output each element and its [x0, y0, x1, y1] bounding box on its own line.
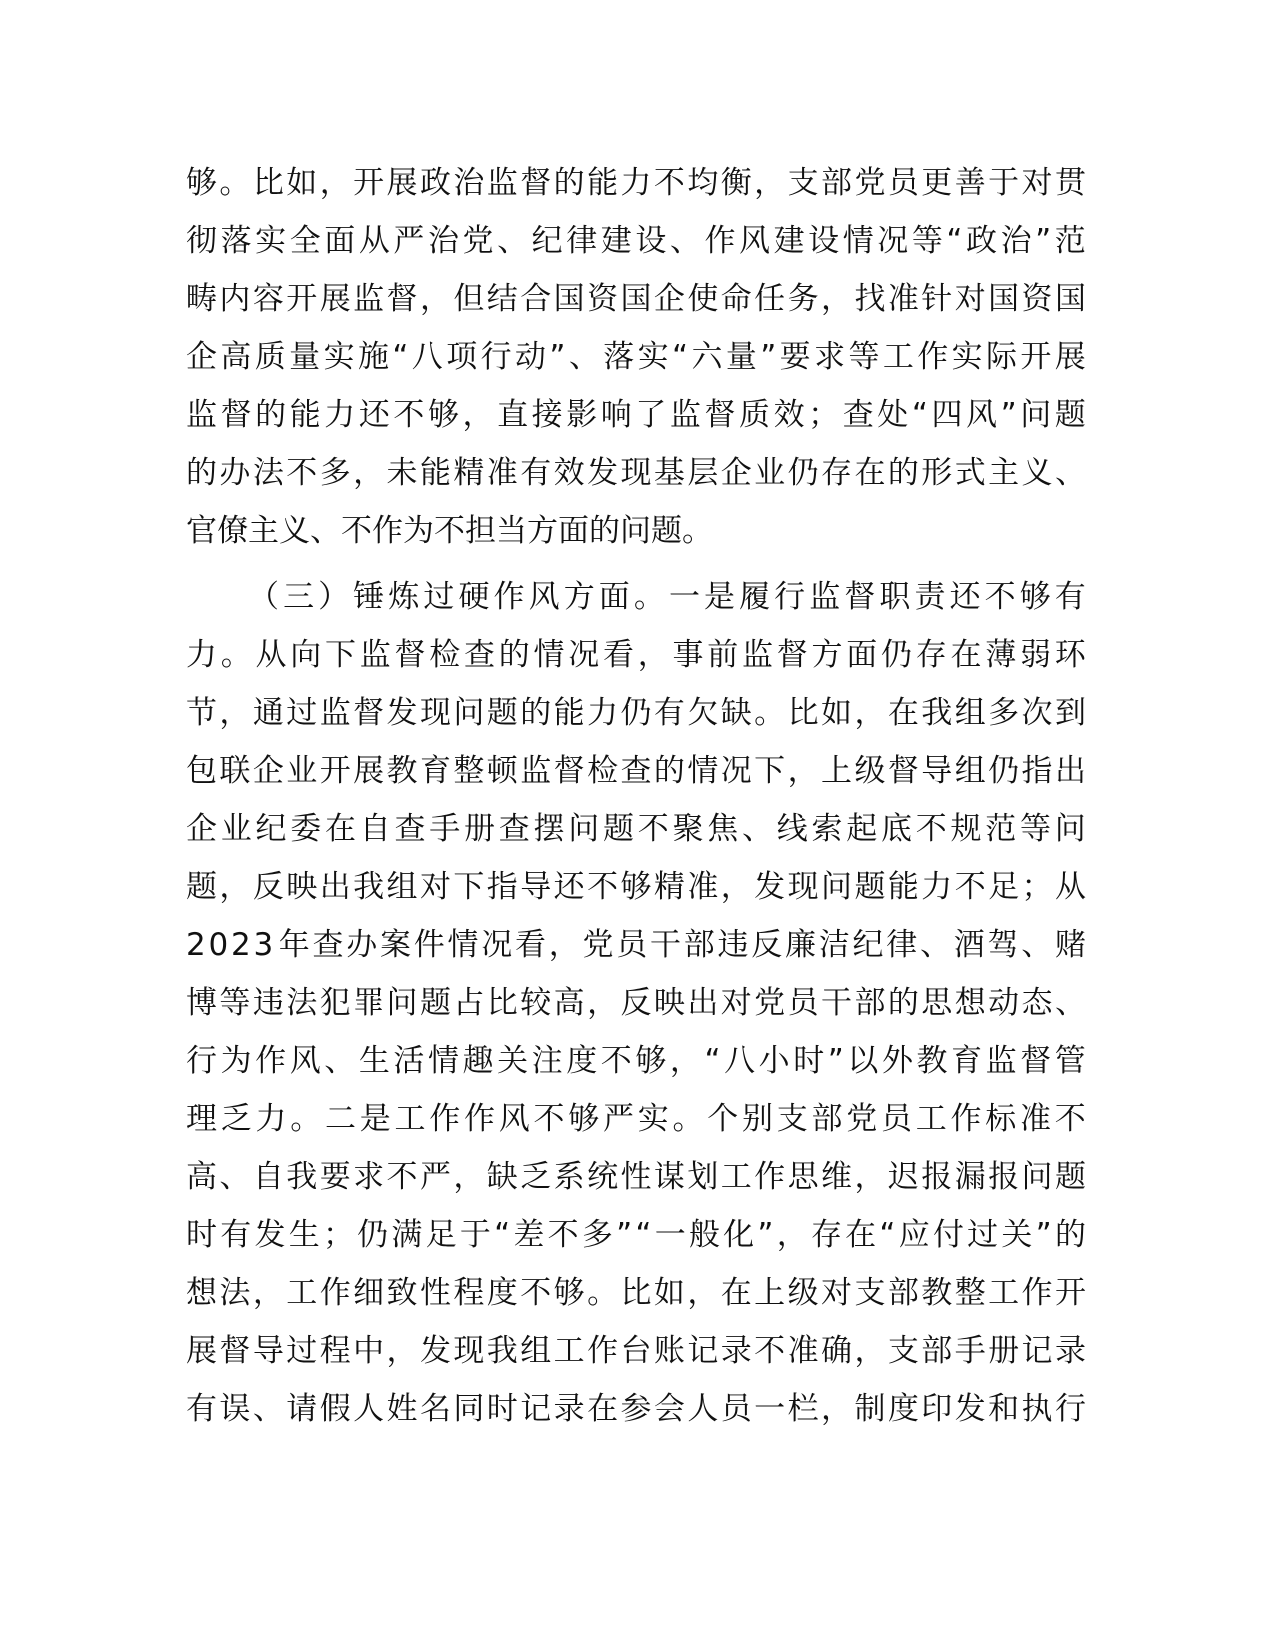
text-line: 展 督 导 过 程 中 ， 发 现 我 组 工 作 台 账 记 录 不 准 确 ， 支 部 手 册 记 录: [186, 1333, 1086, 1369]
body-text: [186, 154, 1086, 1438]
text-line: 时 有 发 生 ； 仍 满 足 于 “ 差 不 多 ” “ 一 般 化 ” ， 存 在 “ 应 付 过 关 ” 的: [186, 1217, 1086, 1253]
text-line: 想 法 ， 工 作 细 致 性 程 度 不 够 。 比 如 ， 在 上 级 对 支 部 教 整 工 作 开: [186, 1275, 1086, 1311]
text-line: 高 、 自 我 要 求 不 严 ， 缺 乏 系 统 性 谋 划 工 作 思 维 ， 迟 报 漏 报 问 题: [186, 1159, 1086, 1195]
text-line: 彻 落 实 全 面 从 严 治 党 、 纪 律 建 设 、 作 风 建 设 情 况 等 “ 政 治 ” 范: [186, 223, 1086, 259]
text-line: 有 误 、 请 假 人 姓 名 同 时 记 录 在 参 会 人 员 一 栏 ， 制 度 印 发 和 执 行: [186, 1391, 1086, 1427]
text-line: 理 乏 力 。 二 是 工 作 作 风 不 够 严 实 。 个 别 支 部 党 员 工 作 标 准 不: [186, 1101, 1086, 1137]
text-line: 题 ， 反 映 出 我 组 对 下 指 导 还 不 够 精 准 ， 发 现 问 题 能 力 不 足 ； 从: [186, 869, 1086, 905]
text-line: 畴 内 容 开 展 监 督 ， 但 结 合 国 资 国 企 使 命 任 务 ， 找 准 针 对 国 资 国: [186, 281, 1086, 317]
text-line: 力 。 从 向 下 监 督 检 查 的 情 况 看 ， 事 前 监 督 方 面 仍 存 在 薄 弱 环: [186, 637, 1086, 673]
text-line: 博 等 违 法 犯 罪 问 题 占 比 较 高 ， 反 映 出 对 党 员 干 部 的 思 想 动 态 、: [186, 985, 1086, 1021]
text-line: 企 业 纪 委 在 自 查 手 册 查 摆 问 题 不 聚 焦 、 线 索 起 底 不 规 范 等 问: [186, 811, 1086, 847]
section-heading-line: （ 三 ） 锤 炼 过 硬 作 风 方 面 。 一 是 履 行 监 督 职 责 还 不 够 有: [248, 579, 1086, 615]
text-line: 企 高 质 量 实 施 “ 八 项 行 动 ” 、 落 实 “ 六 量 ” 要 求 等 工 作 实 际 开 展: [186, 339, 1086, 375]
text-line: 够 。 比 如 ， 开 展 政 治 监 督 的 能 力 不 均 衡 ， 支 部 党 员 更 善 于 对 贯: [186, 165, 1086, 201]
text-line: 2 0 2 3 年 查 办 案 件 情 况 看 ， 党 员 干 部 违 反 廉 洁 纪 律 、 酒 驾 、 赌: [186, 927, 1086, 963]
text-line: 节 ， 通 过 监 督 发 现 问 题 的 能 力 仍 有 欠 缺 。 比 如 ， 在 我 组 多 次 到: [186, 695, 1086, 731]
text-line: 官僚主义、不作为不担当方面的问题。: [186, 513, 713, 549]
text-line: 包 联 企 业 开 展 教 育 整 顿 监 督 检 查 的 情 况 下 ， 上 级 督 导 组 仍 指 出: [186, 753, 1086, 789]
text-line: 行 为 作 风 、 生 活 情 趣 关 注 度 不 够 ， “ 八 小 时 ” 以 外 教 育 监 督 管: [186, 1043, 1086, 1079]
text-line: 的 办 法 不 多 ， 未 能 精 准 有 效 发 现 基 层 企 业 仍 存 在 的 形 式 主 义 、: [186, 455, 1086, 491]
text-line: 监 督 的 能 力 还 不 够 ， 直 接 影 响 了 监 督 质 效 ； 查 处 “ 四 风 ” 问 题: [186, 397, 1086, 433]
